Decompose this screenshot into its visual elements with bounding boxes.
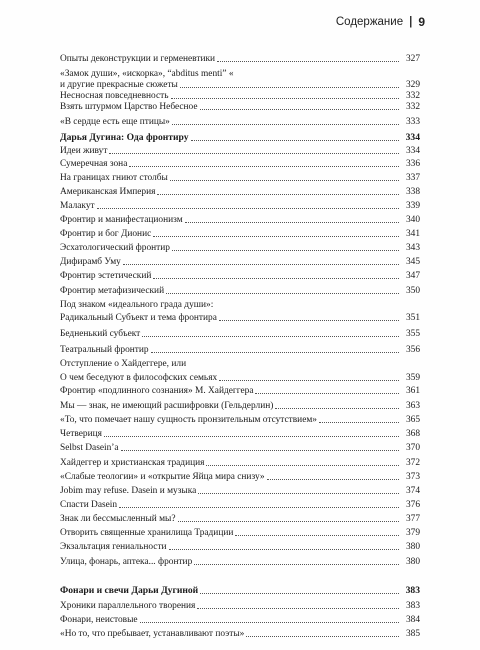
toc-dot-leader (142, 324, 399, 337)
toc-entry-title: Бедненький субъект (60, 329, 141, 339)
toc-page-number: 345 (405, 257, 420, 267)
toc-dot-leader (206, 453, 399, 466)
toc-page-number: 383 (405, 585, 420, 596)
toc-entry-title: Selbst Dasein’а (60, 443, 119, 453)
toc-page-number: 333 (405, 117, 420, 127)
toc-entry-title: Идеи живут (60, 146, 108, 156)
toc-page-number: 340 (405, 215, 420, 225)
toc-dot-leader (191, 128, 399, 141)
toc-page-number: 363 (405, 401, 420, 411)
toc-entry-title: «В сердце есть еще птицы» (60, 117, 170, 127)
toc-page-number: 380 (405, 557, 420, 567)
toc-dot-leader (194, 552, 399, 565)
toc-page-number: 337 (405, 173, 420, 183)
toc-page-number: 356 (405, 345, 420, 355)
toc-dot-leader (200, 581, 399, 594)
toc-entry-title: Знак ли бессмысленный мы? (60, 514, 176, 524)
toc-entry-title: «Слабые теологии» и «открытие Яйца мира снизу» (60, 472, 265, 482)
toc-entry-title: Фронтир эстетический (60, 271, 152, 281)
toc-page-number: 339 (405, 201, 420, 211)
toc-entry-row (60, 344, 420, 356)
toc-dot-leader (121, 438, 399, 451)
toc-dot-leader (153, 224, 399, 237)
toc-page-number: 338 (405, 187, 420, 197)
toc-entry-title: Фонари, неистовые (60, 615, 138, 625)
toc-dot-leader (119, 495, 399, 508)
toc-page-number: 332 (405, 102, 420, 112)
toc-page-number: 370 (405, 443, 420, 453)
toc-dot-leader (157, 182, 399, 195)
page-number: 9 (418, 15, 425, 29)
header-separator: | (409, 16, 413, 28)
toc-entry-title: Фронтир и манифестационизм (60, 215, 183, 225)
toc-dot-leader (169, 537, 399, 550)
toc-entry-title: Jobim may refuse. Dasein и музыка (60, 486, 197, 496)
toc-page-number: 334 (405, 132, 420, 143)
toc-entry-title: Малакут (60, 201, 95, 211)
toc-dot-leader (104, 424, 399, 437)
toc-entry-title: Отворить священные хранилища Традиции (60, 528, 234, 538)
toc-entry-title: Мы — знак, не имеющий расшифровки (Гельдерлин) (60, 401, 274, 411)
toc-entry-title: Дифирамб Уму (60, 257, 121, 267)
toc-page-number: 347 (405, 271, 420, 281)
toc-page-number: 327 (405, 54, 420, 64)
toc-entry-title: Радикальный Субъект и тема фронтира (60, 313, 217, 323)
toc-page-number: 334 (405, 146, 420, 156)
toc-entry-row (60, 312, 420, 324)
toc-dot-leader (170, 168, 399, 181)
toc-entry-title: Фронтир и бог Дионис (60, 229, 152, 239)
toc-entry-title: Эсхатологический фронтир (60, 243, 170, 253)
toc-dot-leader (235, 523, 399, 536)
toc-page-number: 373 (405, 472, 420, 482)
toc-entry-title: Фронтир «подлинного сознания» М. Хайдеггера (60, 386, 254, 396)
toc-dot-leader (178, 509, 400, 522)
toc-entry-row (60, 285, 420, 297)
toc-page-number: 376 (405, 500, 420, 510)
toc-dot-leader (172, 238, 399, 251)
toc-dot-leader (185, 210, 399, 223)
toc-entry-title: Дарья Дугина: Ода фронтиру (60, 132, 189, 143)
toc-page-number: 380 (405, 542, 420, 552)
toc-dot-leader (219, 368, 399, 381)
toc-entry-title: Фронтир метафизический (60, 286, 165, 296)
toc-dot-leader (255, 381, 399, 394)
toc-page-number: 332 (405, 91, 420, 101)
toc-dot-leader (275, 396, 399, 409)
toc-dot-leader (151, 340, 399, 353)
toc-dot-leader (123, 252, 399, 265)
toc-page-number: 385 (405, 629, 420, 639)
toc-entry-title: Фонари и свечи Дарьи Дугиной (60, 585, 199, 596)
toc-entry-row (60, 328, 420, 340)
toc-page-number: 374 (405, 486, 420, 496)
toc-entry-title: Взять штурмом Царство Небесное (60, 102, 198, 112)
toc-entry-row (60, 628, 420, 640)
toc-entry-title: и другие прекрасные сюжеты (60, 80, 178, 90)
toc-dot-leader (166, 281, 399, 294)
toc-entry-title: Отступление о Хайдеггере, или (60, 359, 187, 369)
toc-dot-leader (172, 112, 399, 125)
toc-entry-title: О чем беседуют в философских семьях (60, 373, 218, 383)
toc-entry-title: Четвериця (60, 429, 102, 439)
toc-dot-leader (97, 196, 399, 209)
toc-page-number: 368 (405, 429, 420, 439)
toc-page-number: 351 (405, 313, 420, 323)
toc-entry-title: На границах гниют столбы (60, 173, 168, 183)
toc-page-number: 383 (405, 601, 420, 611)
toc-page-number: 365 (405, 415, 420, 425)
toc-dot-leader (200, 97, 399, 110)
toc-entry-row (60, 556, 420, 568)
toc-page-number: 384 (405, 615, 420, 625)
running-header-section: Содержание (335, 16, 404, 28)
toc-dot-leader (197, 596, 399, 609)
toc-entry-title: Под знаком «идеального града души»: (60, 300, 214, 310)
toc-dot-leader (198, 481, 399, 494)
toc-entry-title: Хроники параллельного творения (60, 601, 196, 611)
toc-page-number: 343 (405, 243, 420, 253)
toc-entry-title: Опыты деконструкции и герменевтики (60, 54, 216, 64)
toc-dot-leader (109, 141, 399, 154)
toc-dot-leader (153, 266, 399, 279)
toc-page-number: 336 (405, 159, 420, 169)
toc-dot-leader (319, 410, 399, 423)
toc-entry-title: Сумеречная зона (60, 159, 128, 169)
toc-entry-title: Американская Империя (60, 187, 156, 197)
toc-entry-title: «Замок души», «искорка», “abditus menti” « (60, 69, 234, 79)
toc-dot-leader (140, 610, 399, 623)
toc-entry-row (60, 116, 420, 128)
toc-dot-leader (217, 49, 399, 62)
toc-page-number: 329 (405, 80, 420, 90)
toc-page-number: 355 (405, 329, 420, 339)
toc-entry-row (60, 53, 420, 65)
toc-entry-title: Театральный фронтир (60, 345, 149, 355)
toc-page-number: 350 (405, 286, 420, 296)
toc-entry-title: Спасти Dasein (60, 500, 118, 510)
toc-page-number: 379 (405, 528, 420, 538)
toc-dot-leader (267, 467, 399, 480)
toc-page-number: 361 (405, 386, 420, 396)
toc-entry-title: Хайдеггер и христианская традиция (60, 458, 205, 468)
toc-entry-title: «То, что помечает нашу сущность пронзительным отсутствием» (60, 415, 317, 425)
toc-page-number: 341 (405, 229, 420, 239)
toc-entry-title: Несносная повседневность (60, 91, 169, 101)
toc-dot-leader (219, 308, 399, 321)
toc-dot-leader (246, 624, 399, 637)
toc-entry-title: Улица, фонарь, аптека... фронтир (60, 557, 193, 567)
toc-dot-leader (129, 154, 399, 167)
toc-page-number: 372 (405, 458, 420, 468)
toc-entry-title: Экзальтация гениальности (60, 542, 167, 552)
toc-entry-title: «Но то, что пребывает, устанавливают поэты» (60, 629, 245, 639)
toc-page-number: 377 (405, 514, 420, 524)
toc-page-number: 359 (405, 373, 420, 383)
